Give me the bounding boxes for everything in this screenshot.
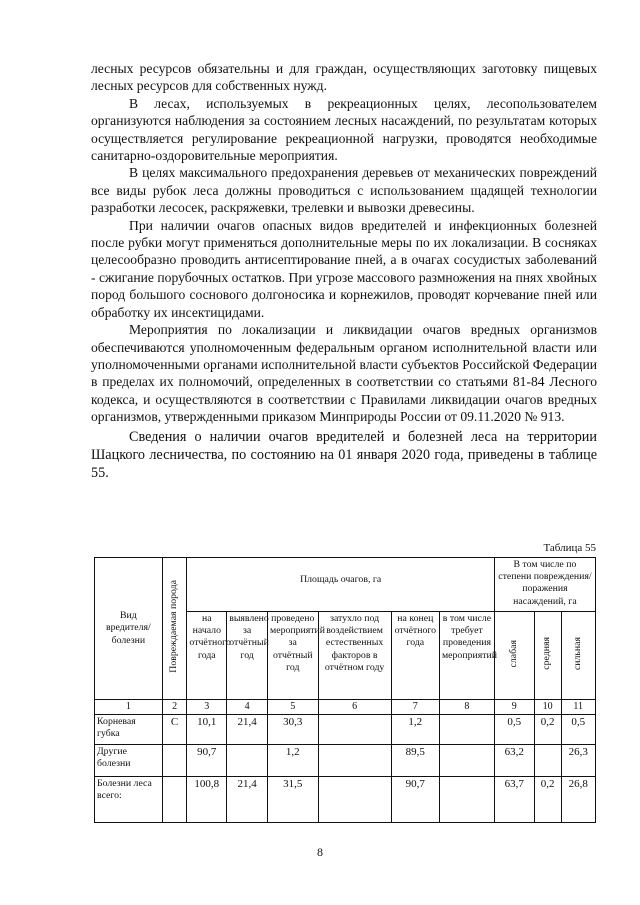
paragraph: Сведения о наличии очагов вредителей и болезней леса на территории Шацкого лесничества, по состоянию на 01 января 2020 года, приведены в таблице 55. bbox=[91, 428, 597, 481]
cell-start: 100,8 bbox=[187, 777, 227, 823]
cell-measures: 30,3 bbox=[268, 715, 319, 745]
column-number: 5 bbox=[268, 700, 319, 715]
column-number: 10 bbox=[534, 700, 561, 715]
column-number: 1 bbox=[95, 700, 163, 715]
cell-measures: 1,2 bbox=[268, 745, 319, 777]
cell-strong: 26,8 bbox=[561, 777, 596, 823]
column-number-row bbox=[95, 700, 596, 715]
cell-found: 21,4 bbox=[227, 777, 268, 823]
header-need: в том числе требует проведения мероприятий bbox=[439, 612, 494, 700]
cell-end: 1,2 bbox=[391, 715, 439, 745]
cell-weak: 63,2 bbox=[494, 745, 534, 777]
paragraph: В целях максимального предохранения деревьев от механических повреждений все виды рубок леса должны проводиться с использованием щадящей технологии разработки лесосек, раскряжевки, трелевки и вывозки древесины. bbox=[91, 165, 597, 216]
cell-start: 10,1 bbox=[187, 715, 227, 745]
table-row-total bbox=[95, 777, 596, 823]
paragraph: При наличии очагов опасных видов вредителей и инфекционных болезней после рубки могут применяться дополнительные меры по их локализации. В сосняках целесообразно проводить антисептирование пней, а в очагах сосудистых заболеваний - сжигание порубочных остатков. При угрозе массового размножения на пнях хвойных пород большого соснового долгоносика и корнежилов, проводят корчевание пней или обработку их инсектицидами. bbox=[91, 217, 597, 320]
page-number: 8 bbox=[317, 845, 323, 859]
column-number: 8 bbox=[439, 700, 494, 715]
cell-need bbox=[439, 715, 494, 745]
cell-weak: 0,5 bbox=[494, 715, 534, 745]
cell-faded bbox=[318, 715, 391, 745]
header-end: на конец отчётного года bbox=[391, 612, 439, 700]
header-damage: В том числе по степени повреждения/поражения насаждений, га bbox=[494, 558, 595, 612]
column-number: 9 bbox=[494, 700, 534, 715]
cell-medium: 0,2 bbox=[534, 715, 561, 745]
header-weak: слабая bbox=[494, 612, 534, 700]
cell-name: Болезни леса всего: bbox=[95, 777, 163, 823]
cell-need bbox=[439, 745, 494, 777]
cell-tree: С bbox=[162, 715, 187, 745]
table-row bbox=[95, 745, 596, 777]
header-area: Площадь очагов, га bbox=[187, 558, 494, 612]
column-number: 2 bbox=[162, 700, 187, 715]
cell-need bbox=[439, 777, 494, 823]
cell-tree bbox=[162, 777, 187, 823]
header-species: Вид вредителя/ болезни bbox=[95, 558, 163, 700]
paragraph: В лесах, используемых в рекреационных целях, лесопользователем организуются наблюдения за состоянием лесных насаждений, по результатам которых осуществляется регулирование рекреационной нагрузки, проводятся необходимые санитарно-оздоровительные мероприятия. bbox=[91, 95, 597, 164]
column-number: 6 bbox=[318, 700, 391, 715]
column-number: 11 bbox=[561, 700, 596, 715]
table-row bbox=[95, 715, 596, 745]
cell-found: 21,4 bbox=[227, 715, 268, 745]
cell-end: 90,7 bbox=[391, 777, 439, 823]
cell-faded bbox=[318, 777, 391, 823]
cell-medium: 0,2 bbox=[534, 777, 561, 823]
header-found: выявлено за отчётный год bbox=[227, 612, 268, 700]
header-row bbox=[95, 558, 596, 612]
cell-name: Корневая губка bbox=[95, 715, 163, 745]
cell-end: 89,5 bbox=[391, 745, 439, 777]
header-measures: проведено мероприятий за отчётный год bbox=[268, 612, 319, 700]
cell-strong: 0,5 bbox=[561, 715, 596, 745]
cell-found bbox=[227, 745, 268, 777]
cell-name: Другие болезни bbox=[95, 745, 163, 777]
pests-table bbox=[94, 557, 596, 823]
body-text bbox=[91, 60, 597, 482]
column-number: 7 bbox=[391, 700, 439, 715]
cell-tree bbox=[162, 745, 187, 777]
cell-measures: 31,5 bbox=[268, 777, 319, 823]
column-number: 4 bbox=[227, 700, 268, 715]
cell-start: 90,7 bbox=[187, 745, 227, 777]
column-number: 3 bbox=[187, 700, 227, 715]
header-tree: Повреждаемая порода bbox=[162, 558, 187, 700]
table-caption: Таблица 55 bbox=[543, 542, 596, 554]
cell-weak: 63,7 bbox=[494, 777, 534, 823]
header-strong: сильная bbox=[561, 612, 596, 700]
paragraph: Мероприятия по локализации и ликвидации очагов вредных организмов обеспечиваются уполномоченным федеральным органом исполнительной власти или уполномоченными органами исполнительной власти субъектов Российской Федерации в пределах их полномочий, определенных в соответствии со статьями 81-84 Лесного кодекса, и осуществляются в соответствии с Правилами ликвидации очагов вредных организмов, утвержденными приказом Минприроды России от 09.11.2020 № 913. bbox=[91, 322, 597, 425]
cell-medium bbox=[534, 745, 561, 777]
paragraph: лесных ресурсов обязательны и для граждан, осуществляющих заготовку пищевых лесных ресурсов для собственных нужд. bbox=[91, 61, 597, 94]
header-faded: затухло под воздействием естественных факторов в отчётном году bbox=[318, 612, 391, 700]
header-medium: средняя bbox=[534, 612, 561, 700]
cell-faded bbox=[318, 745, 391, 777]
header-start: на начало отчётного года bbox=[187, 612, 227, 700]
cell-strong: 26,3 bbox=[561, 745, 596, 777]
